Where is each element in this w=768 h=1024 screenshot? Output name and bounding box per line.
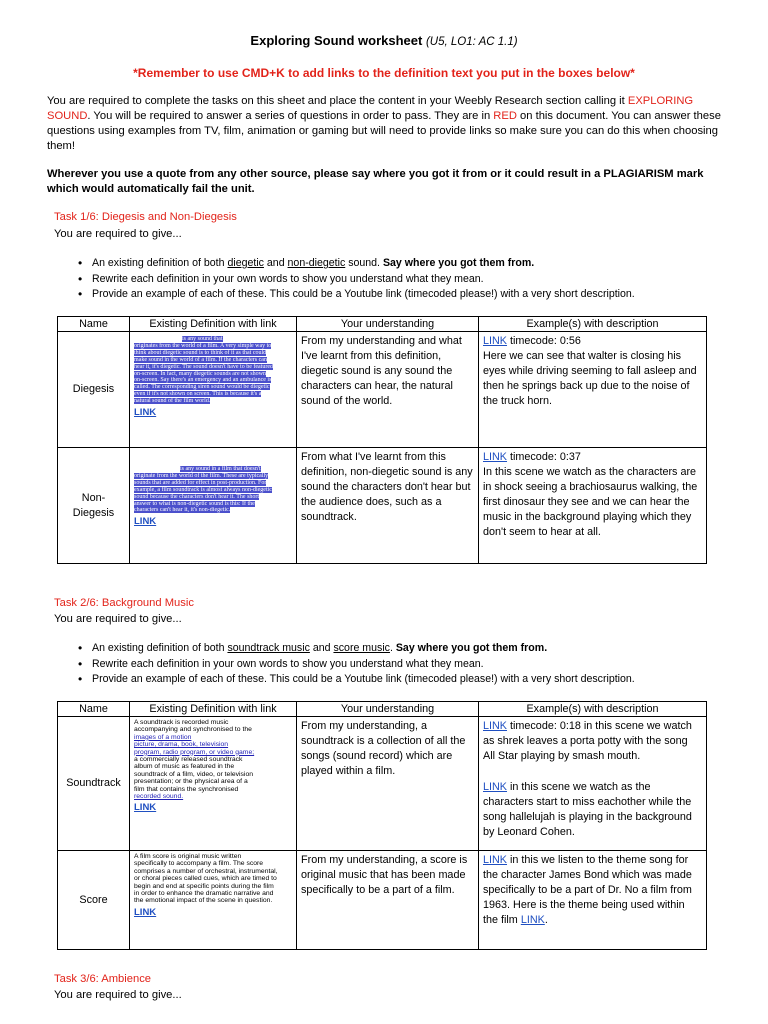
- definition-line: characters can't hear it, it's non-diegetic.: [134, 507, 231, 514]
- task-2-bullets: [72, 641, 635, 688]
- definition-link[interactable]: LINK: [134, 906, 157, 918]
- example-timecode: timecode: 0:56: [507, 335, 581, 347]
- definition-line: is any sound in a film that doesn't: [180, 466, 261, 472]
- definition-line: think about diegetic sound is to think of it as that could: [134, 349, 267, 356]
- definition-line: program, radio program, or video game;: [134, 748, 255, 756]
- definition-cell: [130, 332, 297, 448]
- title-suffix: (U5, LO1: AC 1.1): [425, 36, 518, 48]
- intro-paragraph: [47, 94, 727, 154]
- example-link[interactable]: LINK: [483, 335, 508, 347]
- definition-line: the emotional impact of the scene in question.: [134, 897, 273, 905]
- task-3-heading: Task 3/6: Ambience: [54, 973, 152, 985]
- table-header-row: [58, 702, 707, 717]
- table-row: [58, 448, 707, 564]
- example-description: In this scene we watch as the characters are in shock seeing a brachiosaurus walking, the first dinosaur they see and we can hear the music in the background playing which they don't seem to hear at all.: [483, 466, 698, 538]
- example-link[interactable]: LINK: [483, 720, 508, 732]
- intro-red-exploring: EXPLORING SOUND: [47, 95, 694, 122]
- pasted-definition: [134, 466, 292, 514]
- col-understanding-header: Your understanding: [297, 702, 479, 717]
- title-text: Exploring Sound worksheet: [250, 33, 423, 48]
- pasted-definition: [134, 336, 292, 405]
- intro-red-word: RED: [493, 110, 517, 122]
- definition-line: originates from the world of a film. A very simple way to: [134, 342, 272, 349]
- intro-text: You are required to complete the tasks on this sheet and place the content in your Weebly Research section calling it: [47, 95, 628, 107]
- example-cell: [479, 448, 707, 564]
- definition-line: originate from the world of the film. These are typically: [134, 472, 269, 479]
- definition-line: make sound in the world of a film. If the characters can: [134, 356, 267, 363]
- definition-cell: [130, 448, 297, 564]
- col-understanding-header: Your understanding: [297, 317, 479, 332]
- definition-line: example, a film soundtrack is almost always non-diegetic: [134, 486, 272, 493]
- definition-line: begin and end at specific points during the film: [134, 882, 274, 890]
- col-definition-header: Existing Definition with link: [130, 702, 297, 717]
- definition-line: called. The corresponding siren sound would be diegetic: [134, 384, 270, 391]
- pasted-definition: [134, 719, 292, 800]
- bullet-item: • Provide an example of each of these. This could be a Youtube link (timecoded please!) with a very short description.: [72, 287, 635, 303]
- definition-link[interactable]: LINK: [134, 802, 157, 814]
- definition-line: even if it's not shown on screen. This is because it's a: [134, 391, 262, 398]
- bullet-item: • Rewrite each definition in your own words to show you understand what they mean.: [72, 272, 635, 288]
- understanding-cell: From my understanding, a score is original music that has been made specifically to be a part of a film.: [297, 851, 479, 950]
- task-2-table: [57, 701, 707, 950]
- reminder-note: *Remember to use CMD+K to add links to the definition text you put in the boxes below*: [133, 66, 635, 80]
- example-description: in this we listen to the theme song for the character James Bond which was made specifically to be a part of Dr. No a film from 1963. Here is the theme being used within the film: [483, 854, 692, 926]
- task-1-table: [57, 316, 707, 564]
- example-description: Here we can see that walter is closing his eyes while driving seeming to fall asleep and then he springs back up due to the noise of the truck horn.: [483, 350, 697, 407]
- plagiarism-warning: Wherever you use a quote from any other source, please say where you got it from or it could result in a PLAGIARISM mark which would automatically fail the unit.: [47, 168, 704, 195]
- row-name: Non-Diegesis: [58, 448, 130, 564]
- definition-line: comprises a number of orchestral, instrumental,: [134, 867, 278, 875]
- definition-line: in order to enhance the dramatic narrative and: [134, 890, 274, 898]
- row-name: Diegesis: [58, 332, 130, 448]
- bullet-item: • Provide an example of each of these. This could be a Youtube link (timecoded please!) with a very short description.: [72, 672, 635, 688]
- task-2-give: You are required to give...: [54, 613, 182, 625]
- task-1-bullets: [72, 256, 635, 303]
- bullet-item: • An existing definition of both soundtrack music and score music. Say where you got them from.: [72, 641, 635, 657]
- understanding-cell: From what I've learnt from this definition, non-diegetic sound is any sound the characters don't hear but the audience does, such as a soundtrack.: [297, 448, 479, 564]
- definition-line: picture, drama, book, television: [134, 741, 229, 749]
- example-cell: [479, 332, 707, 448]
- col-example-header: Example(s) with description: [479, 317, 707, 332]
- row-name: Soundtrack: [58, 717, 130, 851]
- definition-line: album of music as featured in the: [134, 763, 235, 771]
- table-row: [58, 332, 707, 448]
- pasted-definition: [134, 853, 292, 905]
- definition-line: A soundtrack is recorded music: [134, 719, 229, 726]
- example-link-2[interactable]: LINK: [520, 914, 545, 926]
- col-name-header: Name: [58, 317, 130, 332]
- example-cell: [479, 717, 707, 851]
- definition-line: accompanying and synchronised to the: [134, 726, 252, 734]
- example-link-2[interactable]: LINK: [483, 781, 508, 793]
- intro-text: on this document. You can answer these questions using examples from TV, film, animation or gaming but will need to provide links so make sure you can do this when choosing them!: [47, 110, 721, 152]
- table-row: [58, 717, 707, 851]
- task-1-heading: Task 1/6: Diegesis and Non-Diegesis: [54, 211, 237, 223]
- definition-line: soundtrack of a film, video, or television: [134, 770, 254, 778]
- definition-line: A film score is original music written: [134, 853, 242, 860]
- definition-line: on-screen. Say there's an emergency and an ambulance is: [134, 377, 272, 384]
- example-description-2: in this scene we watch as the characters start to miss eachother while the song hallelujah is playing in the background by Leonard Cohen.: [483, 781, 692, 838]
- definition-line: specifically to accompany a film. The score: [134, 860, 264, 868]
- example-link[interactable]: LINK: [483, 451, 508, 463]
- example-timecode: timecode: 0:37: [507, 451, 581, 463]
- row-name: Score: [58, 851, 130, 950]
- example-description: timecode: 0:18 in this scene we watch as shrek leaves a porta potty with the song All Star playing by smash mouth.: [483, 720, 692, 762]
- task-3-give: You are required to give...: [54, 989, 182, 1001]
- definition-line: natural sound of the film world.: [134, 398, 211, 405]
- definition-line: presentation; or the physical area of a: [134, 778, 248, 786]
- definition-line: answer to what is non-diegetic sound is this: If the: [134, 500, 255, 507]
- intro-text: . You will be required to answer a series of questions in order to pass. They are in: [87, 110, 494, 122]
- bullet-item: • An existing definition of both diegetic and non-diegetic sound. Say where you got them from.: [72, 256, 635, 272]
- definition-line: or choral pieces called cues, which are timed to: [134, 875, 277, 883]
- example-cell: LINK in this we listen to the theme song for the character James Bond which was made specifically to be a part of Dr. No a film from 1963. Here is the theme being used within the film LINK.: [479, 851, 707, 950]
- task-1-give: You are required to give...: [54, 228, 182, 240]
- bullet-item: • Rewrite each definition in your own words to show you understand what they mean.: [72, 657, 635, 673]
- definition-cell: [130, 851, 297, 950]
- definition-line: images of a motion: [134, 733, 192, 741]
- definition-line: sounds that are added for effect in post-production. For: [134, 479, 267, 486]
- table-row: [58, 851, 707, 950]
- definition-link[interactable]: LINK: [134, 407, 157, 419]
- col-name-header: Name: [58, 702, 130, 717]
- definition-line: recorded sound.: [134, 793, 184, 801]
- definition-line: a commercially released soundtrack: [134, 756, 243, 764]
- col-definition-header: Existing Definition with link: [130, 317, 297, 332]
- task-2-heading: Task 2/6: Background Music: [54, 597, 194, 609]
- definition-line: film that contains the synchronised: [134, 785, 239, 793]
- col-example-header: Example(s) with description: [479, 702, 707, 717]
- table-header-row: [58, 317, 707, 332]
- definition-link[interactable]: LINK: [134, 516, 157, 528]
- understanding-cell: From my understanding and what I've learnt from this definition, diegetic sound is any sound the characters can hear, the natural sound of the world.: [297, 332, 479, 448]
- example-link[interactable]: LINK: [483, 854, 508, 866]
- definition-line: sound because the characters don't hear it. The short: [134, 493, 260, 500]
- definition-line: is any sound that: [182, 336, 223, 342]
- definition-cell: [130, 717, 297, 851]
- definition-line: hear it, it's diegetic. The sound doesn't have to be featured: [134, 363, 274, 370]
- understanding-cell: From my understanding, a soundtrack is a collection of all the songs (sound record) which are played within a film.: [297, 717, 479, 851]
- worksheet-title: [0, 33, 768, 48]
- definition-line: on-screen. In fact, many diegetic sounds are not shown: [134, 370, 266, 377]
